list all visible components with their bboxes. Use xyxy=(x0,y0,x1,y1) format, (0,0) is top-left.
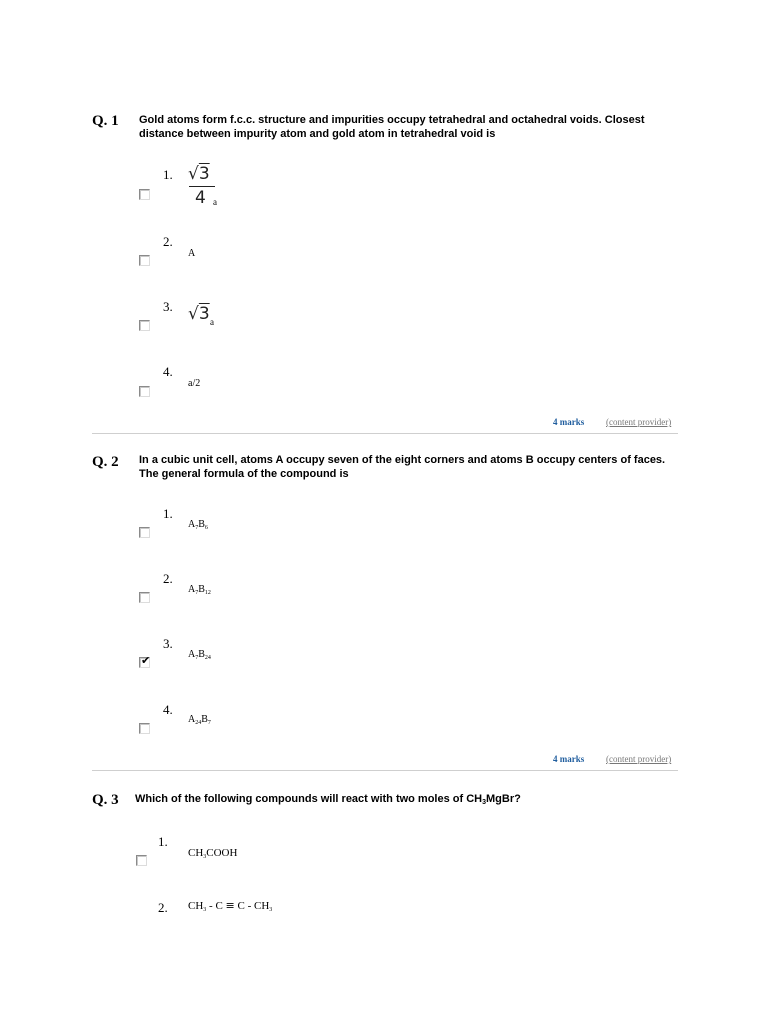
answer-checkbox[interactable] xyxy=(139,386,150,397)
answer-checkbox[interactable] xyxy=(139,255,150,266)
option-number: 2. xyxy=(163,234,173,249)
option-number: 1. xyxy=(158,834,168,849)
answer-checkbox[interactable] xyxy=(139,320,150,331)
option-formula: $A_7B_{24}$ xyxy=(188,649,211,661)
option-text: a/2 xyxy=(188,378,201,389)
option-formula: $CH_3 - C \equiv C - CH_3$ xyxy=(188,899,273,913)
option-number: 4. xyxy=(163,364,173,379)
answer-checkbox[interactable] xyxy=(139,527,150,538)
option-number: 2. xyxy=(158,900,168,915)
question-number: Q. 1 xyxy=(92,113,119,129)
divider xyxy=(92,433,678,434)
option-formula: $A_7B_6$ xyxy=(188,519,208,531)
answer-checkbox[interactable] xyxy=(136,855,147,866)
marks-label: 4 marks xyxy=(553,417,585,427)
answer-checkbox[interactable] xyxy=(139,189,150,200)
content-provider-link[interactable]: (content provider) xyxy=(606,754,672,764)
marks-label: 4 marks xyxy=(553,754,585,764)
question-number: Q. 3 xyxy=(92,792,119,808)
checkmark-icon: ✔ xyxy=(141,654,151,667)
answer-checkbox[interactable] xyxy=(139,723,150,734)
formula-root3-over-4: √3 4 a xyxy=(188,164,217,208)
question-number: Q. 2 xyxy=(92,454,119,470)
formula-root3: √3 a xyxy=(188,304,214,327)
option-number: 3. xyxy=(163,636,173,651)
answer-checkbox-checked[interactable] xyxy=(139,654,151,668)
option-number: 2. xyxy=(163,571,173,586)
question-text: Which of the following compounds will react with two moles of $CH_3MgBr$? xyxy=(135,793,521,806)
option-formula: $A_{24}B_7$ xyxy=(188,714,211,726)
divider xyxy=(92,770,678,771)
question-text: In a cubic unit cell, atoms A occupy seven of the eight corners and atoms B occupy centers of faces. The general formula of the compound is xyxy=(139,454,666,480)
option-number: 3. xyxy=(163,299,173,314)
question-text: Gold atoms form f.c.c. structure and impurities occupy tetrahedral and octahedral voids. Closest distance between impurity atom and gold atom in tetrahedral void is xyxy=(139,114,645,140)
option-number: 4. xyxy=(163,702,173,717)
answer-checkbox[interactable] xyxy=(139,592,150,603)
option-text: A xyxy=(188,248,196,259)
content-provider-link[interactable]: (content provider) xyxy=(606,417,672,427)
option-formula: $CH_3COOH$ xyxy=(188,847,238,860)
option-number: 1. xyxy=(163,167,173,182)
option-number: 1. xyxy=(163,506,173,521)
option-formula: $A_7B_{12}$ xyxy=(188,584,211,596)
